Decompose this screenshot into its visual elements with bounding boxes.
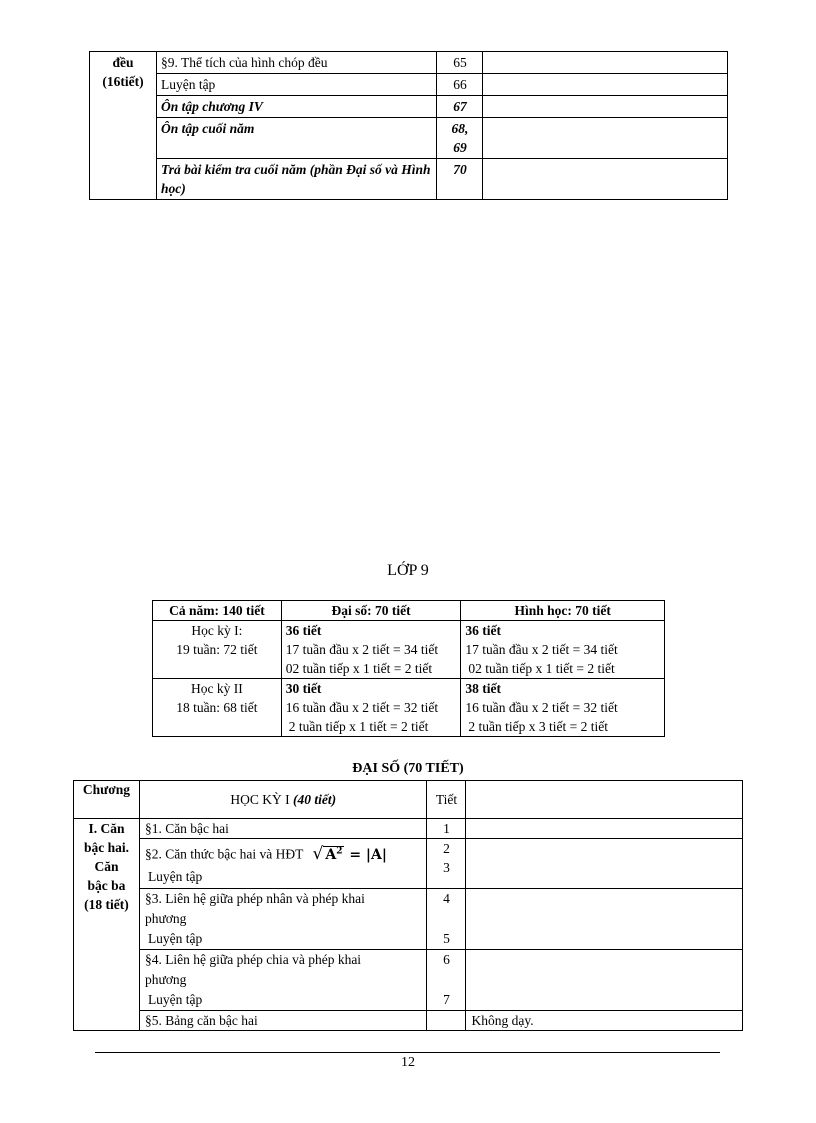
chapter-line: Căn	[94, 859, 119, 874]
note-cell	[466, 889, 743, 950]
formula-exponent: 2	[336, 846, 343, 856]
period-line: 7	[443, 992, 450, 1007]
lesson-cell: Luyện tập	[156, 74, 437, 96]
note-cell: Không dạy.	[466, 1011, 743, 1031]
top-curriculum-table	[89, 51, 728, 200]
lesson-text: Luyện tập	[147, 931, 203, 946]
lesson-text: Luyện tập	[147, 868, 203, 884]
algebra-total: 36 tiết	[285, 623, 322, 638]
lesson-cell: Ôn tập cuối năm	[156, 118, 437, 159]
algebra-table	[73, 780, 743, 1031]
chapter-cell	[74, 819, 140, 1031]
lesson-text: §4. Liên hệ giữa phép chia và phép khai	[144, 952, 362, 967]
page-number: 12	[401, 1055, 415, 1070]
term-label: Học kỳ I:	[191, 623, 243, 638]
period-cell	[437, 118, 483, 159]
period-cell: 1	[427, 819, 466, 839]
term-label: Học kỳ II	[191, 681, 243, 696]
period-cell	[427, 889, 466, 950]
geometry-cell	[461, 621, 665, 679]
summary-table	[152, 600, 665, 737]
header-term-text: HỌC KỲ I	[230, 792, 290, 807]
header-period: Tiết	[427, 781, 466, 819]
lesson-cell	[139, 950, 427, 1011]
period-cell: 70	[437, 159, 483, 200]
lesson-text: §3. Liên hệ giữa phép nhân và phép khai	[144, 891, 365, 906]
note-cell	[483, 52, 728, 74]
algebra-total: 30 tiết	[285, 681, 322, 696]
footer-divider	[95, 1052, 720, 1053]
algebra-cell	[281, 679, 461, 737]
formula-base: A	[325, 846, 337, 863]
lesson-text: Luyện tập	[147, 992, 203, 1007]
summary-header: Đại số: 70 tiết	[281, 601, 461, 621]
geometry-line: 16 tuần đầu x 2 tiết = 32 tiết	[465, 700, 618, 715]
period-line: 4	[443, 891, 450, 906]
term-cell	[153, 679, 282, 737]
geometry-line: 02 tuần tiếp x 1 tiết = 2 tiết	[468, 661, 615, 676]
lesson-cell: Trả bài kiểm tra cuối năm (phần Đại số và Hình học)	[156, 159, 437, 200]
algebra-line: 02 tuần tiếp x 1 tiết = 2 tiết	[285, 661, 433, 676]
period-cell: 67	[437, 96, 483, 118]
chapter-line: (16tiết)	[102, 74, 144, 89]
lesson-cell: §5. Bảng căn bậc hai	[139, 1011, 427, 1031]
summary-header: Hình học: 70 tiết	[461, 601, 665, 621]
grade-heading: LỚP 9	[387, 562, 429, 579]
chapter-line: bậc hai.	[83, 840, 129, 855]
geometry-line: 17 tuần đầu x 2 tiết = 34 tiết	[465, 642, 618, 657]
period-line: 69	[453, 140, 467, 155]
lesson-cell: §1. Căn bậc hai	[139, 819, 427, 839]
period-cell	[427, 950, 466, 1011]
algebra-line: 17 tuần đầu x 2 tiết = 34 tiết	[285, 642, 439, 657]
lesson-cell	[139, 889, 427, 950]
chapter-line: đều	[112, 55, 134, 70]
lesson-cell: Ôn tập chương IV	[156, 96, 437, 118]
period-cell	[427, 1011, 466, 1031]
note-cell	[466, 839, 743, 889]
term-detail: 18 tuần: 68 tiết	[176, 700, 258, 715]
geometry-cell	[461, 679, 665, 737]
period-line: 68,	[451, 121, 469, 136]
note-cell	[483, 74, 728, 96]
period-cell	[427, 839, 466, 889]
lesson-text: phương	[144, 972, 187, 987]
note-cell	[483, 96, 728, 118]
note-cell	[466, 819, 743, 839]
chapter-line: I. Căn	[88, 821, 125, 836]
lesson-cell: §9. Thể tích của hình chóp đều	[156, 52, 437, 74]
term-detail: 19 tuần: 72 tiết	[176, 642, 258, 657]
chapter-line: bậc ba	[87, 878, 126, 893]
chapter-line: (18 tiết)	[84, 897, 129, 912]
period-line: 2	[443, 841, 450, 856]
algebra-cell	[281, 621, 461, 679]
formula: √ $A^2 = |A|$	[312, 843, 387, 864]
chapter-cell	[90, 52, 157, 200]
algebra-line: 2 tuần tiếp x 1 tiết = 2 tiết	[288, 719, 429, 734]
period-cell: 65	[437, 52, 483, 74]
geometry-line: 2 tuần tiếp x 3 tiết = 2 tiết	[468, 719, 608, 734]
header-chapter-text: Chương	[82, 782, 131, 797]
formula-rhs: = |A|	[349, 846, 387, 863]
header-note	[466, 781, 743, 819]
lesson-text: phương	[144, 911, 187, 926]
note-cell	[483, 159, 728, 200]
summary-header: Cả năm: 140 tiết	[153, 601, 282, 621]
period-line: 6	[443, 952, 450, 967]
geometry-total: 36 tiết	[465, 623, 501, 638]
header-term	[139, 781, 427, 819]
note-cell	[466, 950, 743, 1011]
algebra-heading: ĐẠI SỐ (70 TIẾT)	[352, 761, 464, 776]
algebra-line: 16 tuần đầu x 2 tiết = 32 tiết	[285, 700, 439, 715]
header-term-italic: (40 tiết)	[292, 792, 337, 807]
lesson-text: §2. Căn thức bậc hai và HĐT	[144, 846, 304, 862]
header-chapter	[74, 781, 140, 819]
period-line: 3	[443, 860, 450, 875]
geometry-total: 38 tiết	[465, 681, 501, 696]
lesson-cell	[139, 839, 427, 889]
term-cell	[153, 621, 282, 679]
period-line: 5	[443, 931, 450, 946]
note-cell	[483, 118, 728, 159]
period-cell: 66	[437, 74, 483, 96]
